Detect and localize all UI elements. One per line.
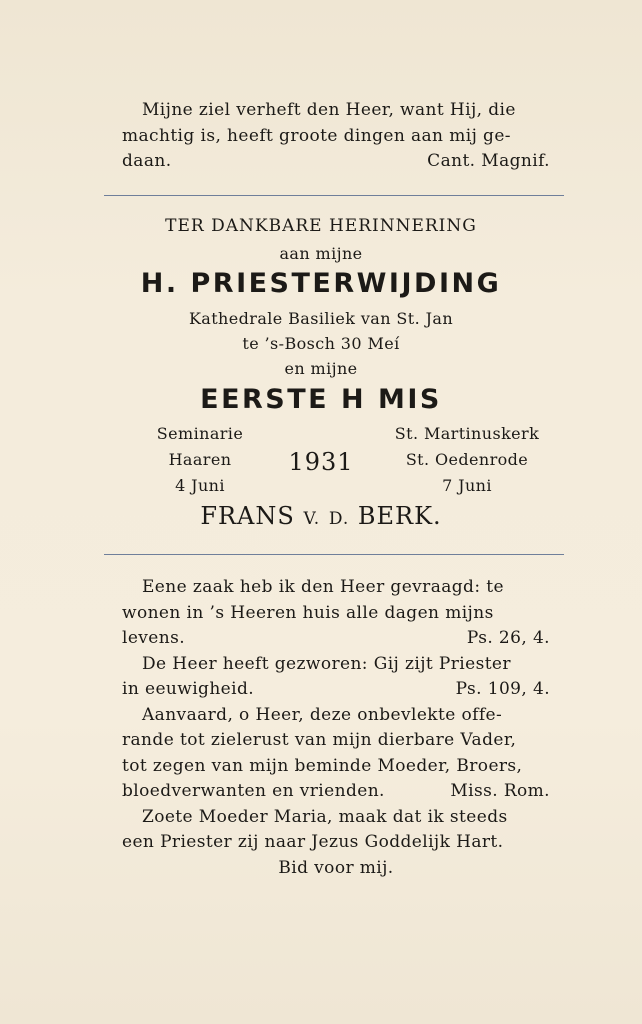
prayer-line-3: tot zegen van mijn beminde Moeder, Broers, <box>122 755 523 776</box>
divider-bottom <box>104 554 564 555</box>
top-quote-text: daan. <box>122 151 172 171</box>
top-quote <box>122 98 550 175</box>
first-mass-title: EERSTE H MIS <box>200 384 442 415</box>
verse-1-line-1: Eene zaak heb ik den Heer gevraagd: te <box>142 577 504 597</box>
priest-name-d: D. <box>328 509 350 529</box>
top-quote-line-2: machtig is, heeft groote dingen aan mij ge- <box>122 125 511 146</box>
priest-first-name: FRANS <box>200 502 295 530</box>
marian-line-1: Zoete Moeder Maria, maak dat ik steeds <box>142 806 508 827</box>
aan-mijne-text: aan mijne <box>279 244 363 263</box>
verse-2-text-end: in eeuwigheid. <box>122 679 255 699</box>
church-place: St. Oedenrode <box>405 450 529 469</box>
seminary-label: Seminarie <box>156 424 244 443</box>
bottom-verses <box>122 575 550 881</box>
verse-2-line-2 <box>122 677 550 703</box>
memory-heading: TER DANKBARE HERINNERING <box>165 216 477 236</box>
top-quote-line-3 <box>122 149 550 175</box>
prayer-line-1: Aanvaard, o Heer, deze onbevlekte offe- <box>142 704 503 725</box>
prayer-reference: Miss. Rom. <box>450 781 550 801</box>
closing-request: Bid voor mij. <box>278 857 394 878</box>
priest-name <box>0 502 642 530</box>
verse-2-line-1: De Heer heeft gezworen: Gij zijt Priester <box>142 653 511 674</box>
seminary-place: Haaren <box>168 450 232 469</box>
prayer-line-2: rande tot zielerust van mijn dierbare Vader, <box>122 730 517 750</box>
prayer-text-end: bloedverwanten en vrienden. <box>122 781 385 801</box>
top-quote-reference: Cant. Magnif. <box>427 151 550 171</box>
church-column <box>374 421 560 499</box>
verse-1-line-3 <box>122 626 550 652</box>
verse-1-line-2: wonen in ’s Heeren huis alle dagen mijns <box>122 602 494 623</box>
divider-top <box>104 195 564 196</box>
verse-1-reference: Ps. 26, 4. <box>466 628 550 648</box>
prayer-line-4 <box>122 779 550 805</box>
en-mijne-text: en mijne <box>284 359 358 378</box>
church-name: St. Martinuskerk <box>394 424 540 443</box>
year: 1931 <box>288 448 354 476</box>
ordination-date: te ’s-Bosch 30 Meí <box>242 334 400 353</box>
ordination-title: H. PRIESTERWIJDING <box>140 268 502 299</box>
priest-name-v: V. <box>303 509 321 529</box>
ordination-place: Kathedrale Basiliek van St. Jan <box>188 309 454 328</box>
top-quote-line-1: Mijne ziel verheft den Heer, want Hij, die <box>142 100 516 120</box>
priest-last-name: BERK. <box>357 502 442 530</box>
verse-1-text-end: levens. <box>122 628 186 648</box>
seminary-date: 4 Juni <box>175 476 225 495</box>
marian-line-2: een Priester zij naar Jezus Goddelijk Hart. <box>122 832 504 852</box>
verse-2-reference: Ps. 109, 4. <box>455 679 550 699</box>
church-date: 7 Juni <box>442 476 492 495</box>
